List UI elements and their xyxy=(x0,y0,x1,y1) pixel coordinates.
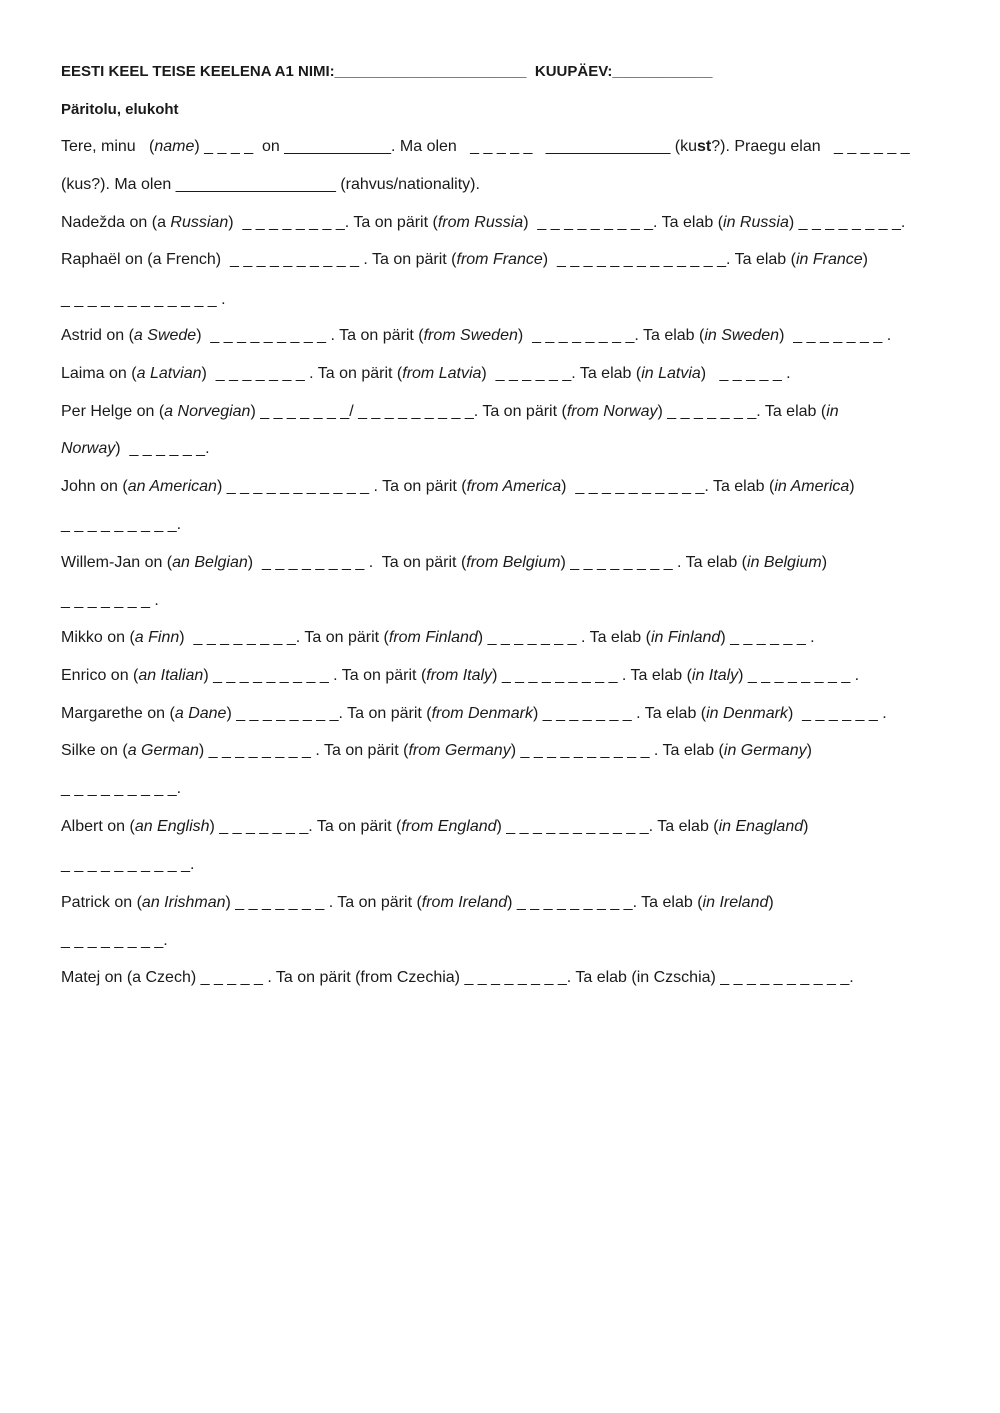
line-segment: _ _ _ _ _ _ _ _ _. xyxy=(61,780,182,797)
exercise-line xyxy=(61,741,812,761)
line-segment: ) _ _ _ _ _ _ _ . Ta elab ( xyxy=(477,629,651,646)
line-segment: in Italy xyxy=(691,667,739,684)
worksheet-subtitle: Päritolu, elukoht xyxy=(61,101,179,118)
line-segment: from Russia xyxy=(437,214,524,231)
line-segment: ) _ _ _ _ _ _ _ _ . Ta elab ( xyxy=(560,554,748,571)
line-segment: ) _ _ _ _ _ _ _ . xyxy=(779,327,892,344)
line-segment: from Norway xyxy=(566,403,658,420)
exercise-line xyxy=(61,137,910,157)
exercise-line xyxy=(61,213,905,233)
line-segment: in Latvia xyxy=(641,365,701,382)
line-segment: Per Helge on ( xyxy=(61,403,165,420)
line-segment: a Norvegian xyxy=(164,403,251,420)
line-segment: an Belgian xyxy=(172,554,248,571)
line-segment: Willem-Jan on ( xyxy=(61,554,173,571)
line-segment: Margarethe on ( xyxy=(61,705,175,722)
line-segment: a Finn xyxy=(134,629,180,646)
line-segment: an Irishman xyxy=(141,894,226,911)
line-segment: Tere, minu ( xyxy=(61,138,155,155)
exercise-line xyxy=(61,666,859,686)
line-segment: from England xyxy=(401,818,497,835)
line-segment: in xyxy=(826,403,839,420)
line-segment: Silke on ( xyxy=(61,742,128,759)
exercise-line xyxy=(61,250,868,270)
line-segment: in America xyxy=(774,478,850,495)
line-segment: ) _ _ _ _ _ _ _. Ta elab ( xyxy=(657,403,827,420)
line-segment: ) _ _ _ _ _ _ _ _ _ . Ta elab ( xyxy=(492,667,692,684)
exercise-line xyxy=(61,477,855,497)
line-segment: ) _ _ _ _ _ _ _. Ta on pärit ( xyxy=(209,818,402,835)
line-segment: in Belgium xyxy=(747,554,822,571)
line-segment: ) _ _ _ _ _ _ _ _ _. Ta elab ( xyxy=(507,894,703,911)
line-segment: ) _ _ _ _ _ _ _ . Ta on pärit ( xyxy=(201,365,403,382)
line-segment: from Ireland xyxy=(421,894,508,911)
line-segment: Mikko on ( xyxy=(61,629,135,646)
line-segment: in France xyxy=(795,251,863,268)
line-segment: Astrid on ( xyxy=(61,327,134,344)
line-segment: a German xyxy=(127,742,199,759)
exercise-line xyxy=(61,817,808,837)
line-segment: Matej on (a Czech) _ _ _ _ _ . Ta on pärit (from Czechia) _ _ _ _ _ _ _ _. Ta elab (in Czschia) _ _ _ _ _ _ _ _ _ _. xyxy=(61,969,854,986)
line-segment: a Latvian xyxy=(136,365,202,382)
line-segment: st xyxy=(697,138,712,155)
line-segment: an American xyxy=(127,478,217,495)
exercise-line xyxy=(61,290,226,310)
line-segment: (kus?). Ma olen __________________ (rahvus/nationality). xyxy=(61,176,480,193)
line-segment: from Finland xyxy=(388,629,478,646)
line-segment: ) _ _ _ _ _ _ _ . Ta on pärit ( xyxy=(225,894,422,911)
line-segment: ) _ _ _ _ _ _ _/ _ _ _ _ _ _ _ _ _. Ta on pärit ( xyxy=(250,403,567,420)
exercise-line xyxy=(61,553,827,573)
exercise-line xyxy=(61,779,181,799)
exercise-line xyxy=(61,175,480,195)
line-segment: _ _ _ _ _ _ _ _ _. xyxy=(61,516,182,533)
exercise-line xyxy=(61,893,774,913)
line-segment: ) _ _ _ _ _ _ _ _ _ _ . Ta elab ( xyxy=(510,742,724,759)
line-segment: Enrico on ( xyxy=(61,667,139,684)
line-segment: Nadežda on (a xyxy=(61,214,171,231)
line-segment: _ _ _ _ _ _ _ . xyxy=(61,592,159,609)
exercise-line xyxy=(61,439,210,459)
exercise-line xyxy=(61,402,839,422)
line-segment: ) _ _ _ _ _ _ . xyxy=(787,705,887,722)
line-segment: ) _ _ _ _ _ _ _ _ _ _ _ . Ta on pärit ( xyxy=(216,478,467,495)
line-segment: ) _ _ _ _ _ _. xyxy=(115,440,210,457)
exercise-line xyxy=(61,591,159,611)
line-segment: ) _ _ _ _ _ . xyxy=(700,365,791,382)
exercise-line xyxy=(61,364,791,384)
line-segment: ) _ _ _ _ _ _ . xyxy=(720,629,815,646)
exercise-line xyxy=(61,931,168,951)
line-segment: ) _ _ _ _ _ _ _ _ _ _ _ _ _. Ta elab ( xyxy=(542,251,796,268)
line-segment: ) _ _ _ _ _ _ _ _ _ _ _. Ta elab ( xyxy=(496,818,719,835)
line-segment: a Swede xyxy=(133,327,197,344)
line-segment: ) xyxy=(849,478,855,495)
line-segment: in Ireland xyxy=(702,894,769,911)
line-segment: an Italian xyxy=(138,667,204,684)
line-segment: in Denmark xyxy=(706,705,788,722)
line-segment: from Belgium xyxy=(466,554,561,571)
line-segment: ) xyxy=(768,894,774,911)
line-segment: ) _ _ _ _ _ _ _ . Ta elab ( xyxy=(532,705,707,722)
line-segment: an English xyxy=(134,818,210,835)
line-segment: in Russia xyxy=(723,214,789,231)
line-segment: ) xyxy=(862,251,868,268)
line-segment: Raphaël on (a French) _ _ _ _ _ _ _ _ _ _ . Ta on pärit ( xyxy=(61,251,457,268)
line-segment: from Germany xyxy=(408,742,511,759)
line-segment: Laima on ( xyxy=(61,365,137,382)
line-segment: ) _ _ _ _ _ _ _ _ . xyxy=(738,667,860,684)
line-segment: Patrick on ( xyxy=(61,894,142,911)
line-segment: ) _ _ _ _ _ _ _ _ _ . Ta on pärit ( xyxy=(196,327,424,344)
line-segment: in Enagland xyxy=(718,818,804,835)
line-segment: ) _ _ _ _ _ _ _ _ _. Ta elab ( xyxy=(523,214,724,231)
line-segment: in Finland xyxy=(650,629,721,646)
line-segment: John on ( xyxy=(61,478,128,495)
line-segment: in Sweden xyxy=(704,327,780,344)
line-segment: _ _ _ _ _ _ _ _ _ _ _ _ . xyxy=(61,291,226,308)
line-segment: _ _ _ _ _ _ _ _ _ _. xyxy=(61,856,195,873)
exercise-line xyxy=(61,855,194,875)
line-segment: ) _ _ _ _ _ _ _ _. Ta on pärit ( xyxy=(226,705,432,722)
exercise-line xyxy=(61,326,891,346)
line-segment: ) _ _ _ _ _ _ _ _. Ta on pärit ( xyxy=(179,629,389,646)
line-segment: from France xyxy=(456,251,543,268)
line-segment: from America xyxy=(466,478,562,495)
line-segment: Russian xyxy=(170,214,229,231)
line-segment: ) _ _ _ _ _ _. Ta elab ( xyxy=(481,365,642,382)
line-segment: ) _ _ _ _ _ _ _ _ . Ta on pärit ( xyxy=(247,554,467,571)
line-segment: Albert on ( xyxy=(61,818,135,835)
line-segment: from Sweden xyxy=(423,327,518,344)
line-segment: ?). Praegu elan _ _ _ _ _ _ xyxy=(711,138,910,155)
line-segment: Norway xyxy=(61,440,116,457)
line-segment: from Denmark xyxy=(431,705,533,722)
worksheet-title: EESTI KEEL TEISE KEELENA A1 NIMI:_______________________ KUUPÄEV:____________ xyxy=(61,63,713,80)
exercise-line xyxy=(61,515,181,535)
line-segment: ) _ _ _ _ _ _ _ _. Ta elab ( xyxy=(517,327,705,344)
line-segment: ) _ _ _ _ _ _ _ _ _ . Ta on pärit ( xyxy=(203,667,427,684)
exercise-line xyxy=(61,704,887,724)
line-segment: name xyxy=(154,138,195,155)
line-segment: _ _ _ _ _ _ _ _. xyxy=(61,932,168,949)
line-segment: ) _ _ _ _ on ____________. Ma olen _ _ _ _ _ ______________ (ku xyxy=(194,138,698,155)
line-segment: a Dane xyxy=(174,705,227,722)
line-segment: ) xyxy=(806,742,812,759)
line-segment: in Germany xyxy=(723,742,807,759)
line-segment: ) xyxy=(803,818,809,835)
line-segment: from Latvia xyxy=(402,365,482,382)
line-segment: ) _ _ _ _ _ _ _ _ . Ta on pärit ( xyxy=(198,742,409,759)
line-segment: ) _ _ _ _ _ _ _ _. Ta on pärit ( xyxy=(228,214,438,231)
line-segment: ) xyxy=(821,554,828,571)
exercise-line xyxy=(61,628,815,648)
line-segment: from Italy xyxy=(426,667,493,684)
exercise-line xyxy=(61,968,854,988)
line-segment: ) _ _ _ _ _ _ _ _. xyxy=(788,214,906,231)
line-segment: ) _ _ _ _ _ _ _ _ _ _. Ta elab ( xyxy=(561,478,775,495)
